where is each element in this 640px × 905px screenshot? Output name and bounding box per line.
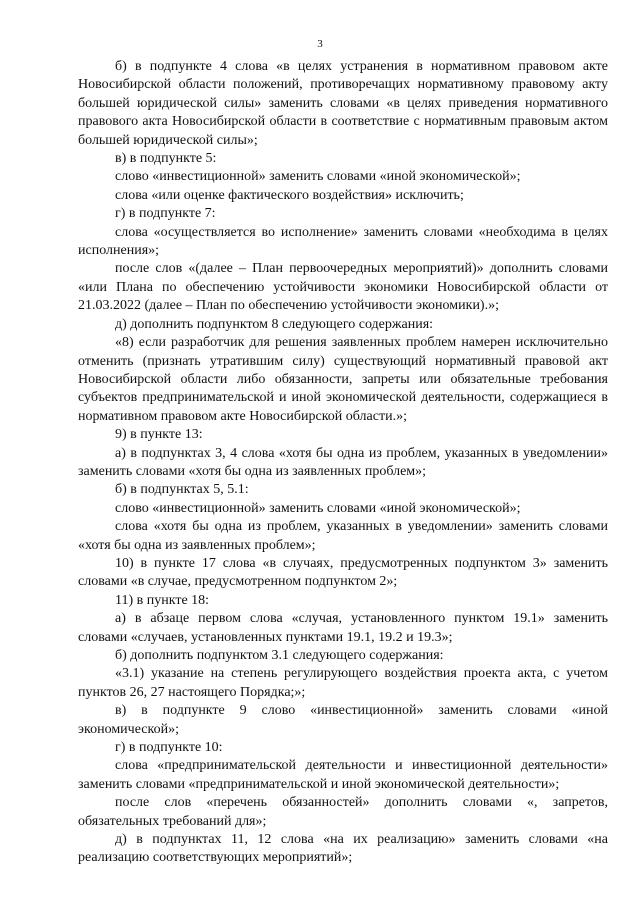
paragraph: б) в подпунктах 5, 5.1: [115,482,249,498]
paragraph: а) в подпунктах 3, 4 слова «хотя бы одна из проблем, указанных в уведомлении» заменить словами «хотя бы одна из заявленных проблем»; [78,445,608,479]
paragraph: г) в подпункте 7: [115,206,216,222]
paragraph: слова «хотя бы одна из проблем, указанных в уведомлении» заменить словами «хотя бы одна из заявленных проблем»; [78,519,608,553]
paragraph: 11) в пункте 18: [115,592,210,608]
paragraph: в) в подпункте 5: [115,151,217,167]
paragraph: после слов «перечень обязанностей» дополнить словами «, запретов, обязательных требований для»; [78,795,608,829]
paragraph: д) дополнить подпунктом 8 следующего содержания: [115,316,434,332]
paragraph: б) в подпункте 4 слова «в целях устранения в нормативном правовом акте Новосибирской области положений, противоречащих нормативному правовому акту большей юридической силы» заменить словами «в целях приведения нормативного правового акта Новосибирской области в соответствие с нормативным правовым актом большей юридической силы»; [78,59,608,148]
paragraph: д) в подпунктах 11, 12 слова «на их реализацию» заменить словами «на реализацию соответствующих мероприятий»; [78,832,608,866]
paragraph: г) в подпункте 10: [115,740,223,756]
paragraph: а) в абзаце первом слова «случая, установленного пунктом 19.1» заменить словами «случаев, установленных пунктами 19.1, 19.2 и 19.3»; [78,611,608,645]
paragraph: слова «или оценке фактического воздействия» исключить; [115,187,464,203]
paragraph: «3.1) указание на степень регулирующего воздействия проекта акта, с учетом пунктов 26, 27 настоящего Порядка;»; [78,666,608,700]
paragraph: 9) в пункте 13: [115,427,203,443]
paragraph: слово «инвестиционной» заменить словами «иной экономической»; [115,500,521,516]
paragraph: в) в подпункте 9 слово «инвестиционной» заменить словами «иной экономической»; [78,703,608,737]
paragraph: слово «инвестиционной» заменить словами «иной экономической»; [115,169,521,185]
paragraph: 10) в пункте 17 слова «в случаях, предусмотренных подпунктом 3» заменить словами «в случае, предусмотренном подпунктом 2»; [78,555,608,590]
paragraph: слова «предпринимательской деятельности и инвестиционной деятельности» заменить словами «предпринимательской и иной экономической деятельности»; [78,758,608,792]
page-number: 3 [317,38,323,50]
document-body [78,58,608,868]
paragraph: слова «осуществляется во исполнение» заменить словами «необходима в целях исполнения»; [78,224,608,259]
paragraph: б) дополнить подпунктом 3.1 следующего содержания: [115,648,444,663]
paragraph: «8) если разработчик для решения заявленных проблем намерен исключительно отменить (признать утратившим силу) существующий нормативный правовой акт Новосибирской области либо обязанности, запреты или обязательные требования субъектов предпринимательской и иной экономической деятельности, содержащиеся в нормативном правовом акте Новосибирской области.»; [78,335,608,424]
paragraph: после слов «(далее – План первоочередных мероприятий)» дополнить словами «или Плана по обеспечению устойчивости экономики Новосибирской области от 21.03.2022 (далее – План по обеспечению устойчивости экономики).»; [78,261,608,314]
